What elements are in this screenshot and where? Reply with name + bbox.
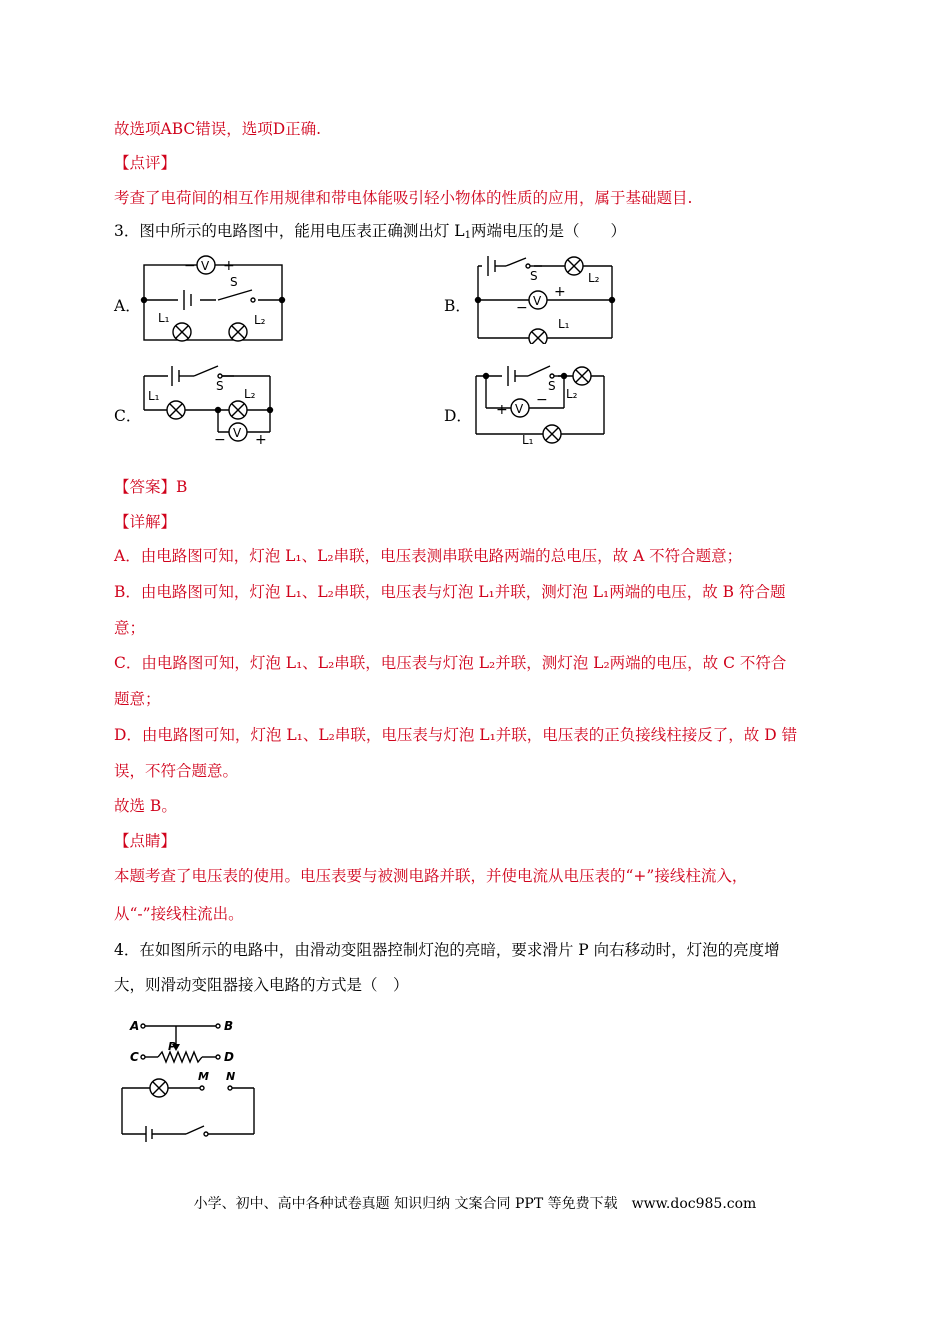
page-footer: 小学、初中、高中各种试卷真题 知识归纳 文案合同 PPT 等免费下载 www.doc985.com bbox=[193, 1196, 757, 1212]
rheostat-circuit bbox=[118, 1018, 266, 1142]
terminal-c-label: C bbox=[130, 1050, 139, 1064]
circuit-d-l1: L₁ bbox=[522, 433, 534, 446]
circuit-b-volt-v: V bbox=[533, 294, 542, 308]
q3-stem-before: 3．图中所示的电路图中，能用电压表正确测出灯 L bbox=[114, 222, 465, 240]
circuit-d-l2: L₂ bbox=[566, 387, 578, 401]
slider-p-label: P bbox=[168, 1040, 177, 1053]
circuit-b-l1: L₁ bbox=[558, 317, 570, 331]
circuit-c-l2: L₂ bbox=[244, 387, 256, 401]
circuit-c-volt-minus: − bbox=[214, 432, 226, 446]
detail-c-line1: C．由电路图可知，灯泡 L₁、L₂串联，电压表与灯泡 L₂并联，测灯泡 L₂两端的电压，故 C 不符合 bbox=[114, 654, 787, 672]
circuit-b bbox=[472, 252, 620, 344]
q3-stem-sub: 1 bbox=[464, 230, 471, 241]
detail-b-line1: B．由电路图可知，灯泡 L₁、L₂串联，电压表与灯泡 L₁并联，测灯泡 L₁两端的电压，故 B 符合题 bbox=[114, 583, 786, 601]
terminal-d-label: D bbox=[224, 1050, 234, 1064]
circuit-b-switch-label: S bbox=[530, 269, 538, 283]
circuit-a bbox=[140, 252, 288, 344]
remark-line2: 从“-”接线柱流出。 bbox=[114, 905, 244, 923]
option-a-label: A． bbox=[114, 297, 141, 315]
circuit-c-l1: L₁ bbox=[148, 389, 160, 403]
circuit-a-switch-label: S bbox=[230, 275, 238, 289]
terminal-b-label: B bbox=[224, 1019, 234, 1033]
terminal-a-label: A bbox=[130, 1019, 140, 1033]
circuit-b-volt-minus: − bbox=[516, 300, 528, 316]
circuit-d-volt-plus: + bbox=[496, 402, 508, 418]
option-b-label: B． bbox=[444, 297, 471, 315]
circuit-d-volt-v: V bbox=[515, 402, 524, 416]
circuit-d bbox=[472, 360, 608, 446]
circuit-a-volt-minus: − bbox=[184, 258, 196, 274]
detail-a: A．由电路图可知，灯泡 L₁、L₂串联，电压表测串联电路两端的总电压，故 A 不符合题意； bbox=[114, 547, 743, 565]
terminal-n-label: N bbox=[226, 1070, 236, 1083]
circuit-d-switch-label: S bbox=[548, 379, 556, 393]
circuit-a-l2: L₂ bbox=[254, 313, 266, 327]
intro-conclusion: 故选项ABC错误，选项D正确. bbox=[114, 120, 322, 138]
option-c-label: C． bbox=[114, 407, 142, 425]
remark-tag: 【点睛】 bbox=[114, 832, 177, 850]
circuit-a-volt-v: V bbox=[201, 259, 210, 273]
choose-b: 故选 B。 bbox=[114, 797, 177, 815]
circuit-a-l1: L₁ bbox=[158, 311, 170, 325]
circuit-c-volt-plus: + bbox=[255, 432, 267, 446]
circuit-d-volt-minus: − bbox=[536, 392, 548, 408]
detail-tag: 【详解】 bbox=[114, 513, 177, 531]
circuit-b-volt-plus: + bbox=[554, 284, 566, 300]
q4-stem-line2: 大，则滑动变阻器接入电路的方式是（ ） bbox=[114, 976, 409, 994]
circuit-c bbox=[140, 360, 274, 446]
detail-d-line1: D．由电路图可知，灯泡 L₁、L₂串联，电压表与灯泡 L₁并联，电压表的正负接线柱接反了，故 D 错 bbox=[114, 726, 798, 744]
answer-line bbox=[114, 477, 187, 497]
q4-stem-line1: 4．在如图所示的电路中，由滑动变阻器控制灯泡的亮暗，要求滑片 P 向右移动时，灯泡的亮度增 bbox=[114, 941, 780, 959]
option-d-label: D． bbox=[444, 407, 472, 425]
q3-stem-after: 两端电压的是（ ） bbox=[470, 222, 626, 240]
circuit-c-switch-label: S bbox=[216, 379, 224, 393]
detail-c-line2: 题意； bbox=[114, 690, 161, 708]
answer-value: B bbox=[176, 478, 188, 496]
terminal-m-label: M bbox=[198, 1070, 209, 1083]
comment-text: 考查了电荷间的相互作用规律和带电体能吸引轻小物体的性质的应用，属于基础题目. bbox=[114, 189, 693, 207]
circuit-b-l2: L₂ bbox=[588, 271, 600, 285]
comment-tag: 【点评】 bbox=[114, 154, 177, 172]
detail-b-line2: 意； bbox=[114, 619, 146, 637]
q3-stem bbox=[114, 221, 626, 246]
answer-tag: 【答案】 bbox=[114, 478, 177, 496]
circuit-c-volt-v: V bbox=[233, 426, 242, 440]
circuit-a-volt-plus: + bbox=[223, 258, 235, 274]
detail-d-line2: 误，不符合题意。 bbox=[114, 762, 239, 780]
remark-line1: 本题考查了电压表的使用。电压表要与被测电路并联，并使电流从电压表的“+”接线柱流入， bbox=[114, 867, 748, 885]
